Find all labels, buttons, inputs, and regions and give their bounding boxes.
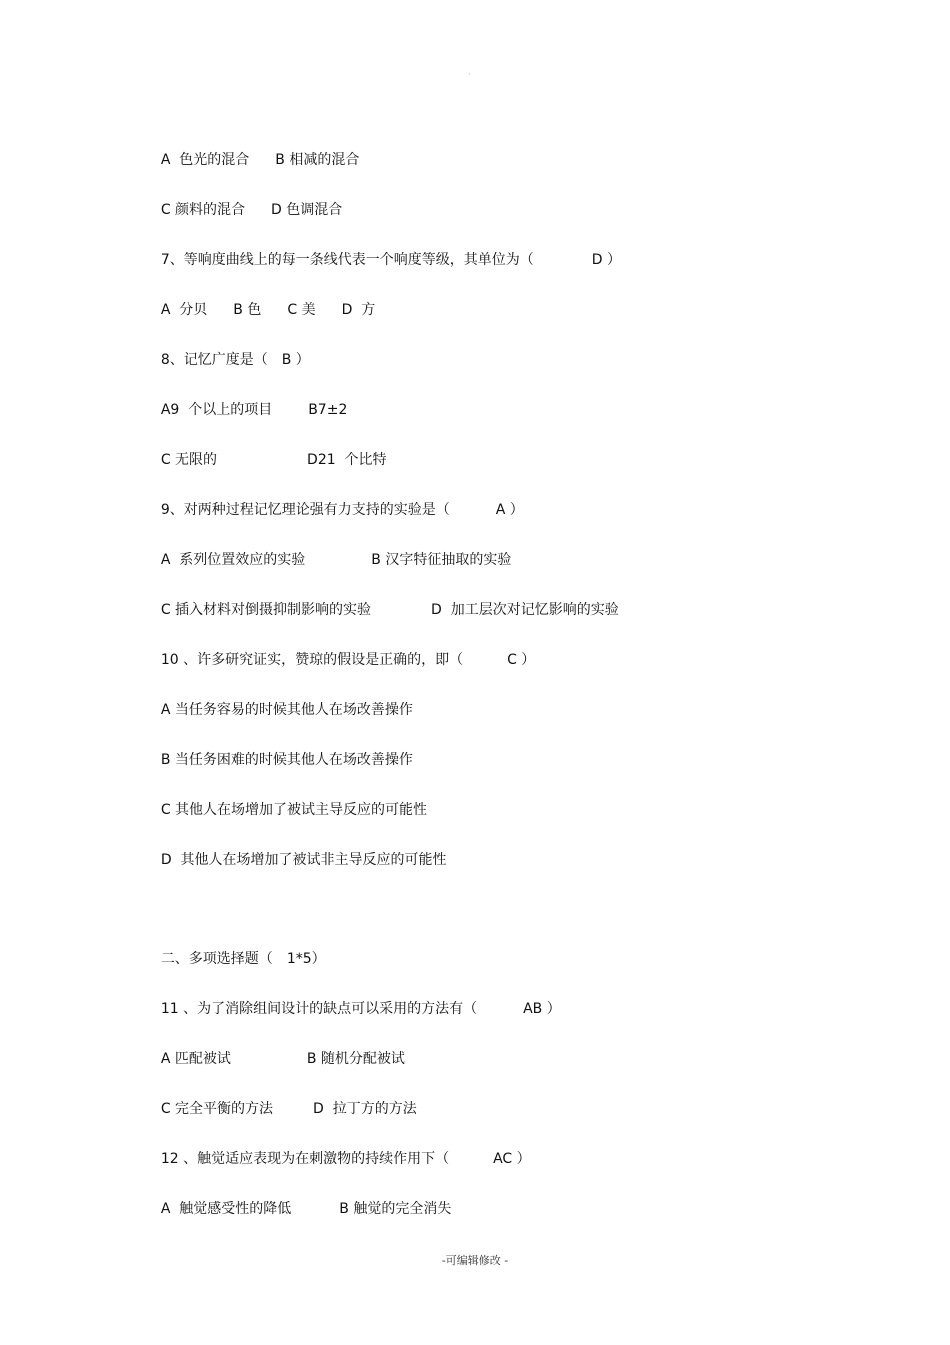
option-text: C 插入材料对倒摄抑制影响的实验 bbox=[160, 602, 372, 618]
option-line bbox=[143, 583, 619, 637]
option-line bbox=[143, 1082, 417, 1136]
option-text: B 色 bbox=[233, 302, 262, 318]
header-mark: · bbox=[468, 70, 471, 79]
option-text: C 颜料的混合 bbox=[160, 202, 246, 218]
option-line bbox=[143, 1032, 405, 1086]
option-line bbox=[143, 833, 447, 887]
section-title: 二、多项选择题（ bbox=[160, 951, 273, 967]
option-text: B7±2 bbox=[308, 402, 348, 418]
option-text: D 加工层次对记忆影响的实验 bbox=[431, 602, 619, 618]
option-text: A 分贝 bbox=[160, 302, 208, 318]
option-text: A 触觉感受性的降低 bbox=[160, 1201, 292, 1217]
option-text: D 拉丁方的方法 bbox=[313, 1101, 417, 1117]
question-line bbox=[143, 1132, 531, 1186]
option-text: A 匹配被试 bbox=[160, 1051, 231, 1067]
question-line bbox=[143, 633, 535, 687]
question-text: 8、记忆广度是（ bbox=[160, 352, 268, 368]
option-line bbox=[143, 683, 413, 737]
option-text: B 触觉的完全消失 bbox=[339, 1201, 452, 1217]
question-line bbox=[143, 233, 621, 287]
answer-text: D ） bbox=[591, 252, 621, 268]
option-text: A 系列位置效应的实验 bbox=[160, 552, 306, 568]
option-text: C 无限的 bbox=[160, 452, 218, 468]
option-line bbox=[143, 183, 342, 237]
answer-text: AC ） bbox=[493, 1151, 531, 1167]
question-text: 12 、触觉适应表现为在刺激物的持续作用下（ bbox=[160, 1151, 450, 1167]
option-text: A9 个以上的项目 bbox=[160, 402, 273, 418]
answer-text: AB ） bbox=[523, 1001, 561, 1017]
option-text: B 汉字特征抽取的实验 bbox=[371, 552, 512, 568]
option-text: D21 个比特 bbox=[307, 452, 387, 468]
option-line bbox=[143, 533, 511, 587]
option-text: A 色光的混合 bbox=[160, 152, 250, 168]
option-text: C 其他人在场增加了被试主导反应的可能性 bbox=[160, 802, 428, 818]
question-text: 9、对两种过程记忆理论强有力支持的实验是（ bbox=[160, 502, 450, 518]
option-line bbox=[143, 1182, 451, 1236]
answer-text: B ） bbox=[281, 352, 310, 368]
option-line bbox=[143, 383, 347, 437]
option-text: A 当任务容易的时候其他人在场改善操作 bbox=[160, 702, 413, 718]
question-line bbox=[143, 333, 310, 387]
option-text: D 方 bbox=[341, 302, 376, 318]
answer-text: C ） bbox=[507, 652, 536, 668]
option-text: C 完全平衡的方法 bbox=[160, 1101, 274, 1117]
option-text: C 美 bbox=[287, 302, 316, 318]
question-line bbox=[143, 483, 524, 537]
section-heading bbox=[143, 932, 326, 986]
answer-text: A ） bbox=[495, 502, 524, 518]
option-text: D 色调混合 bbox=[271, 202, 343, 218]
option-line bbox=[143, 783, 427, 837]
section-score: 1*5） bbox=[286, 951, 326, 967]
page-footer: -可编辑修改 - bbox=[441, 1254, 509, 1267]
option-line bbox=[143, 733, 413, 787]
option-line bbox=[143, 433, 387, 487]
option-line bbox=[143, 133, 359, 187]
option-text: B 随机分配被试 bbox=[306, 1051, 405, 1067]
question-text: 10 、许多研究证实，赞琼的假设是正确的，即（ bbox=[160, 652, 464, 668]
option-text: D 其他人在场增加了被试非主导反应的可能性 bbox=[160, 852, 447, 868]
option-line bbox=[143, 283, 375, 337]
question-text: 7、等响度曲线上的每一条线代表一个响度等级，其单位为（ bbox=[160, 252, 534, 268]
question-text: 11 、为了消除组间设计的缺点可以采用的方法有（ bbox=[160, 1001, 478, 1017]
option-text: B 当任务困难的时候其他人在场改善操作 bbox=[160, 752, 413, 768]
option-text: B 相减的混合 bbox=[275, 152, 360, 168]
question-line bbox=[143, 982, 561, 1036]
